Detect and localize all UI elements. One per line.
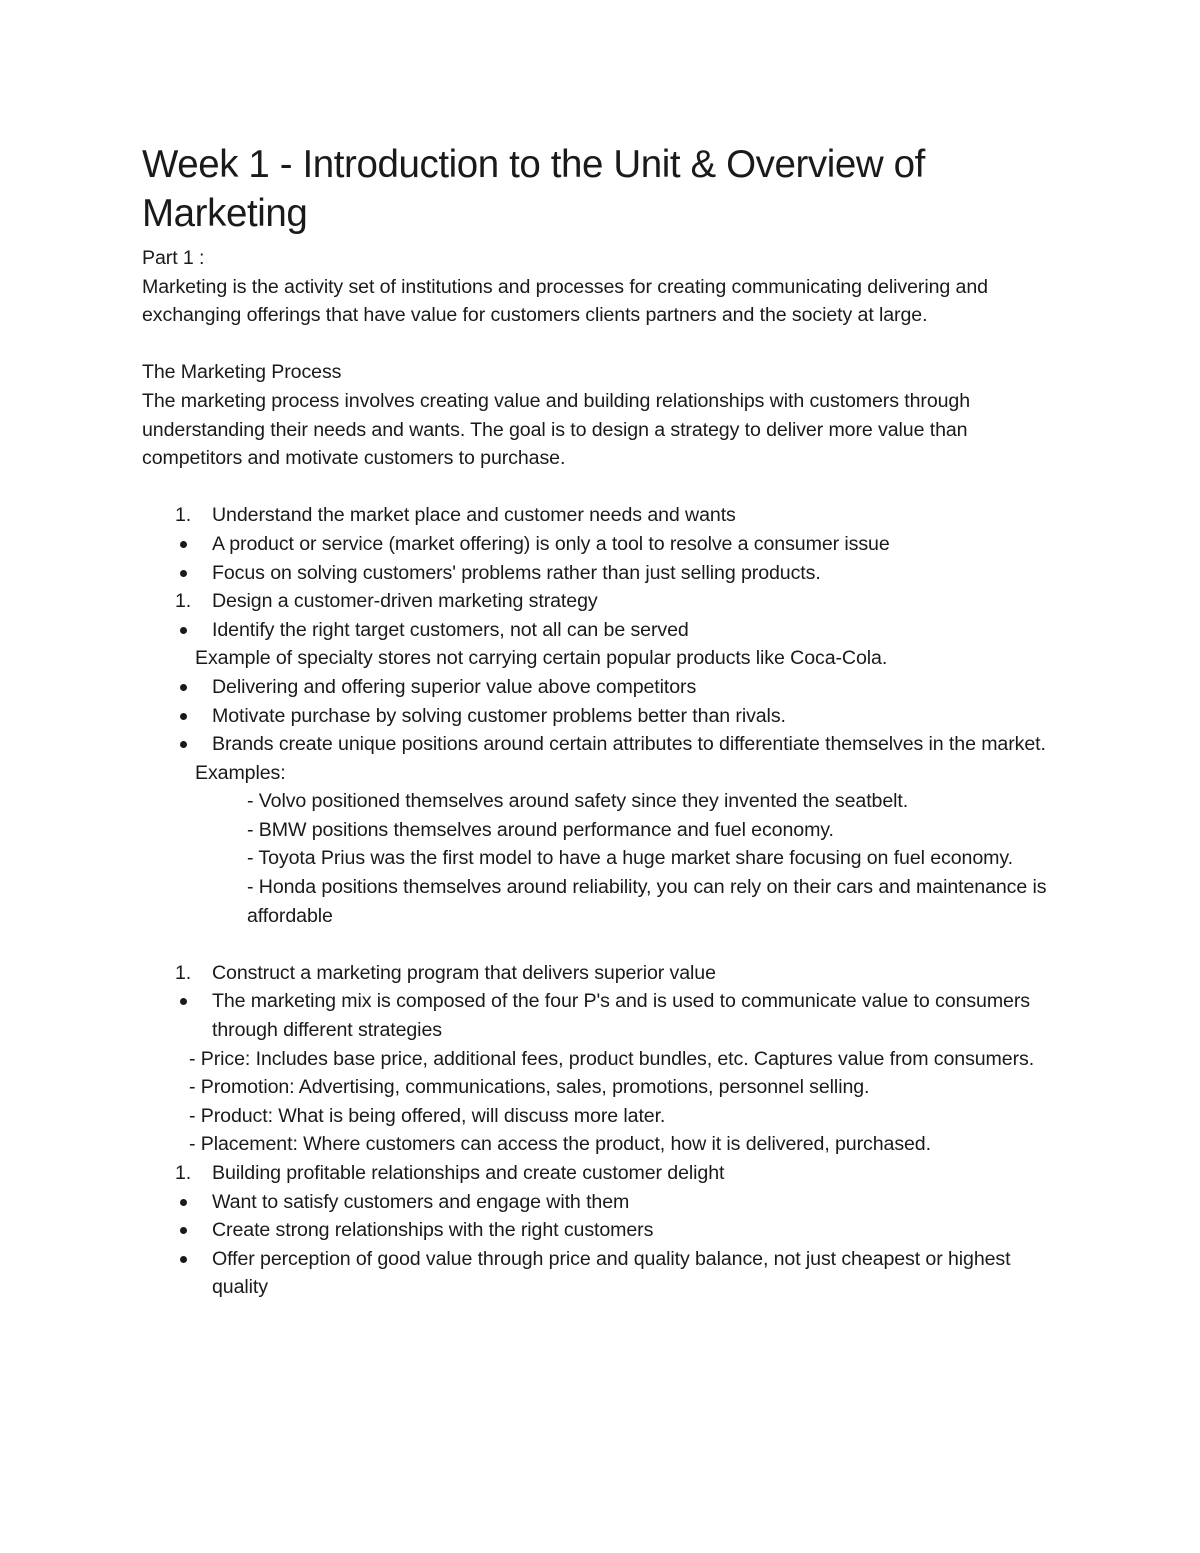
marketing-mix-item: - Promotion: Advertising, communications, sales, promotions, personnel selling. xyxy=(189,1076,870,1099)
spacer xyxy=(142,330,1062,359)
marketing-mix-item: - Product: What is being offered, will discuss more later. xyxy=(189,1104,666,1127)
spacer xyxy=(142,473,1062,502)
part-label: Part 1 : xyxy=(142,247,205,269)
bullet-text: Want to satisfy customers and engage with them xyxy=(212,1190,630,1213)
example-item: - Toyota Prius was the first model to have a huge market share focusing on fuel economy. xyxy=(247,847,1013,870)
numbered-item xyxy=(142,501,1062,530)
document-title: Week 1 - Introduction to the Unit & Overview of Marketing xyxy=(142,143,925,235)
bullet-item xyxy=(142,673,1062,702)
bullet-item xyxy=(142,1216,1062,1245)
document-body xyxy=(142,244,1062,1302)
list-number: 1. xyxy=(175,961,192,984)
bullet-text: A product or service (market offering) is only a tool to resolve a consumer issue xyxy=(212,532,890,555)
bullet-icon xyxy=(180,1256,187,1263)
example-item: - Volvo positioned themselves around safety since they invented the seatbelt. xyxy=(247,790,909,813)
bullet-text: Motivate purchase by solving customer problems better than rivals. xyxy=(212,704,786,727)
bullet-item xyxy=(142,702,1062,731)
examples-label: Examples: xyxy=(195,761,286,784)
example-item: - BMW positions themselves around performance and fuel economy. xyxy=(247,818,834,841)
bullet-item xyxy=(142,559,1062,588)
numbered-item-text: Construct a marketing program that delivers superior value xyxy=(212,961,716,984)
numbered-item xyxy=(142,587,1062,616)
numbered-item-text: Building profitable relationships and create customer delight xyxy=(212,1162,725,1184)
spacer xyxy=(142,930,1062,959)
numbered-item-text: Design a customer-driven marketing strategy xyxy=(212,590,598,613)
bullet-item xyxy=(142,1188,1062,1217)
bullet-icon xyxy=(180,570,187,577)
process-paragraph: The marketing process involves creating value and building relationships with customers through understanding their needs and wants. The goal is to design a strategy to deliver more value than competitors and motivate customers to purchase. xyxy=(142,389,971,470)
bullet-icon xyxy=(180,684,187,691)
list-number: 1. xyxy=(175,1162,192,1184)
bullet-icon xyxy=(180,1227,187,1234)
bullet-item xyxy=(142,730,1062,759)
section-heading: The Marketing Process xyxy=(142,361,342,384)
document-page xyxy=(142,140,1062,1302)
list-number: 1. xyxy=(175,504,192,527)
example-note: Example of specialty stores not carrying certain popular products like Coca-Cola. xyxy=(195,647,888,670)
bullet-text: The marketing mix is composed of the four P's and is used to communicate value to consumers through different strategies xyxy=(212,990,1030,1042)
bullet-text: Offer perception of good value through price and quality balance, not just cheapest or highest quality xyxy=(212,1247,1011,1299)
bullet-text: Brands create unique positions around certain attributes to differentiate themselves in the market. xyxy=(212,733,1046,756)
numbered-item-text: Understand the market place and customer needs and wants xyxy=(212,504,736,527)
bullet-icon xyxy=(180,741,187,748)
bullet-item xyxy=(142,530,1062,559)
bullet-item xyxy=(142,616,1062,645)
bullet-item xyxy=(142,987,1062,1044)
bullet-icon xyxy=(180,1199,187,1206)
marketing-definition: Marketing is the activity set of institutions and processes for creating communicating delivering and exchanging offerings that have value for customers clients partners and the society at large. xyxy=(142,275,988,327)
numbered-item xyxy=(142,959,1062,988)
bullet-icon xyxy=(180,998,187,1005)
bullet-icon xyxy=(180,713,187,720)
bullet-text: Delivering and offering superior value above competitors xyxy=(212,675,697,698)
bullet-item xyxy=(142,1245,1062,1302)
marketing-mix-item: - Placement: Where customers can access the product, how it is delivered, purchased. xyxy=(189,1133,931,1156)
list-number: 1. xyxy=(175,590,192,613)
bullet-text: Identify the right target customers, not all can be served xyxy=(212,618,689,641)
bullet-icon xyxy=(180,627,187,634)
numbered-item xyxy=(142,1159,1062,1188)
example-item: - Honda positions themselves around reliability, you can rely on their cars and maintenance is affordable xyxy=(247,876,1047,927)
bullet-icon xyxy=(180,541,187,548)
marketing-mix-item: - Price: Includes base price, additional fees, product bundles, etc. Captures value from consumers. xyxy=(189,1047,1035,1070)
bullet-text: Create strong relationships with the right customers xyxy=(212,1219,654,1242)
bullet-text: Focus on solving customers' problems rather than just selling products. xyxy=(212,561,821,584)
